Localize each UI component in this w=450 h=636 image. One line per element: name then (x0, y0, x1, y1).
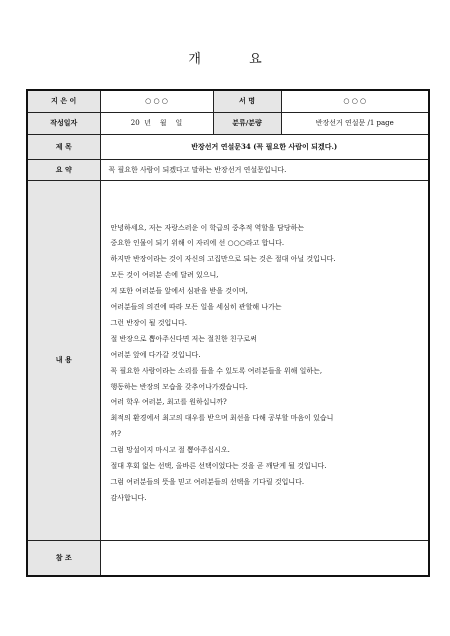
reference-value (100, 540, 429, 576)
document-table (26, 89, 430, 577)
author-value: ○ ○ ○ (100, 90, 213, 112)
content-line: 모든 것이 여러분 손에 달려 있으니, (110, 271, 219, 280)
content-line: 안녕하세요, 저는 자랑스러운 이 학급의 중추적 역할을 담당하는 (110, 223, 305, 232)
summary-label: 요 약 (27, 159, 100, 180)
content-line: 그런 반장이 될 것입니다. (110, 318, 188, 327)
reference-label: 참 조 (27, 540, 100, 576)
title-value: 반장선거 연설문34 (꼭 필요한 사람이 되겠다.) (100, 134, 429, 159)
content-line: 꼭 필요한 사람이라는 소리를 들을 수 있도록 여러분들을 위해 일하는, (110, 366, 323, 375)
content-line: 절대 후회 없는 선택, 올바른 선택이었다는 것을 곧 깨닫게 될 것입니다. (110, 462, 327, 471)
category-value: 반장선거 연설문 /1 page (281, 112, 429, 134)
title-row (27, 134, 429, 159)
summary-value: 꼭 필요한 사람이 되겠다고 말하는 반장선거 연설문입니다. (100, 159, 429, 180)
content-text (111, 221, 421, 507)
content-line: 절 반장으로 뽑아주신다면 저는 절친한 친구로써 (110, 334, 257, 343)
content-row (27, 180, 429, 540)
category-label: 분류/분량 (213, 112, 281, 134)
content-label: 내 용 (27, 180, 100, 540)
reference-row (27, 540, 429, 576)
content-body (100, 180, 429, 540)
content-line: 그럼 망설이지 마시고 절 뽑아주십시오. (110, 446, 230, 455)
content-line: 까? (110, 430, 122, 439)
content-line: 여러분들의 의견에 따라 모든 일을 세심히 관할해 나가는 (110, 303, 282, 312)
content-line: 여러 학우 여러분, 최고를 원하십니까? (110, 398, 227, 407)
author-label: 지 은 이 (27, 90, 100, 112)
date-value: 20 년 월 일 (100, 112, 213, 134)
date-label: 작성일자 (27, 112, 100, 134)
content-line: 감사합니다. (110, 493, 147, 502)
summary-row (27, 159, 429, 180)
signature-value: ○ ○ ○ (281, 90, 429, 112)
content-line: 중요한 인물이 되기 위해 이 자리에 선 ○○○라고 합니다. (110, 239, 285, 248)
date-row (27, 112, 429, 134)
content-line: 저 또한 여러분들 앞에서 심판을 받을 것이며, (110, 287, 248, 296)
content-line: 그럼 여러분들의 뜻을 믿고 여러분들의 선택을 기다릴 것입니다. (110, 478, 305, 486)
page-title: 개 요 (188, 52, 284, 67)
content-line: 최적의 환경에서 최고의 대우를 받으며 최선을 다해 공부할 마음이 있습니 (110, 414, 334, 423)
signature-label: 서 명 (213, 90, 281, 112)
title-label: 제 목 (27, 134, 100, 159)
content-line: 여러분 앞에 다가갈 것입니다. (110, 350, 201, 359)
content-line: 행동하는 반장의 모습을 갖추어나가겠습니다. (110, 382, 248, 391)
author-row (27, 90, 429, 112)
content-line: 하지만 반장이라는 것이 자신의 고집만으로 되는 것은 절대 아닐 것입니다. (110, 255, 336, 264)
